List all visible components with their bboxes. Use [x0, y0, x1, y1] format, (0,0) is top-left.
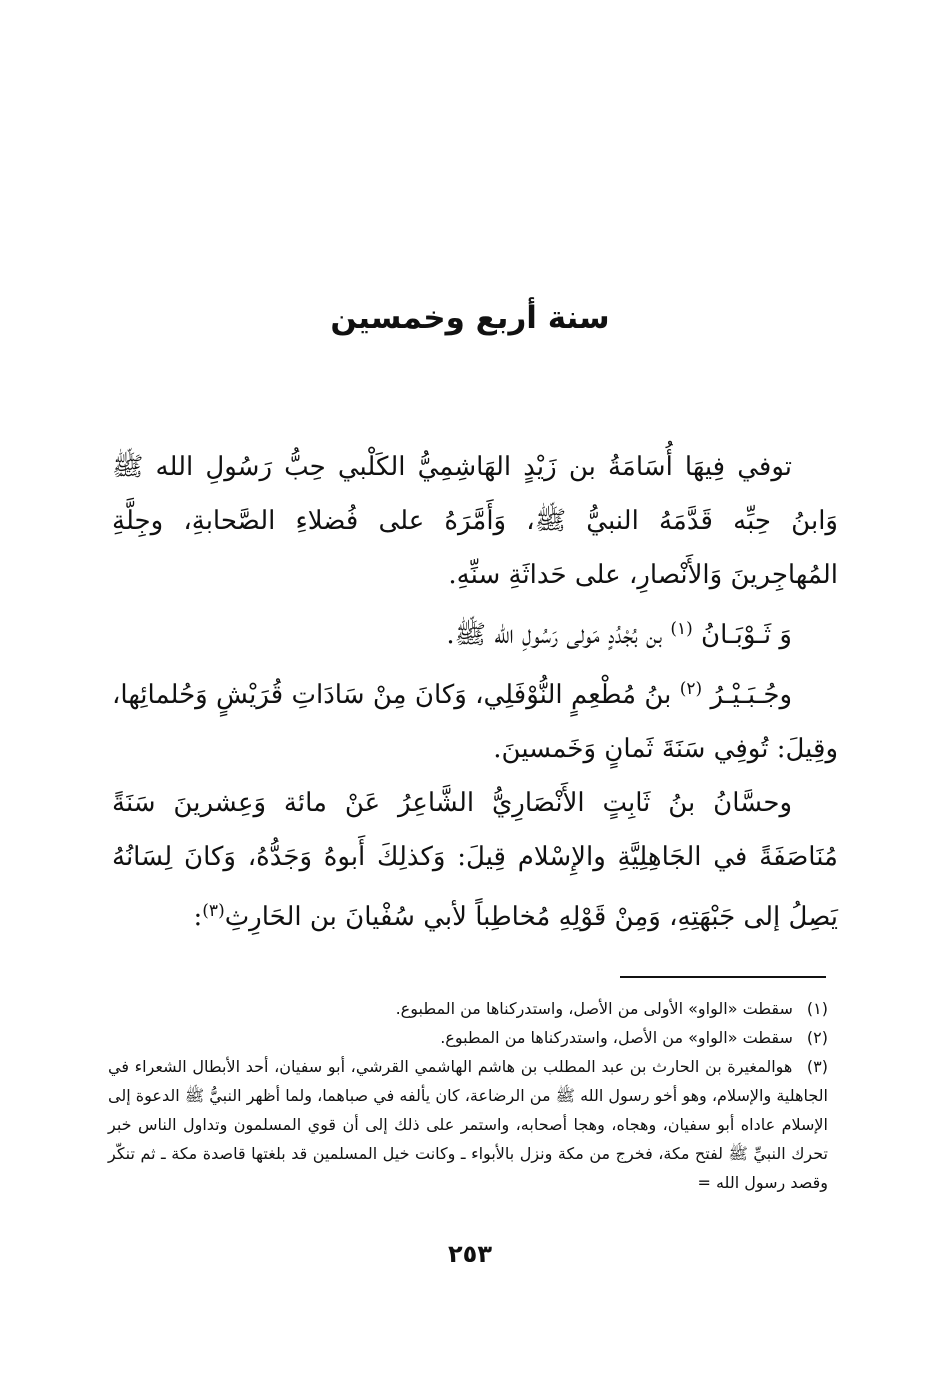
footnote-number: (٢): [806, 1028, 828, 1047]
paragraph-hassan: [112, 776, 838, 944]
paragraph-jubayr-text: بنُ مُطْعِمٍ النُّوْفَلِي، وَكانَ مِنْ سَادَاتِ قُرَيْشٍ وَحُلمائِها، وقِيلَ: تُوفِي سَنَةَ ثَمانٍ وَخَمسينَ.: [112, 680, 838, 764]
footnote-text: سقطت «الواو» من الأصل، واستدركناها من المطبوع.: [440, 1028, 793, 1047]
paragraph-hassan-end: :: [193, 902, 203, 932]
paragraph-thawban-text: بن بُجْدُدٍ مَولى رَسُولِ الله ﷺ.: [446, 620, 663, 650]
footnote-text: سقطت «الواو» الأولى من الأصل، واستدركناها من المطبوع.: [395, 999, 793, 1018]
footnote-3: [108, 1052, 828, 1197]
footnote-ref-1: (١): [670, 619, 693, 639]
footnote-separator: [620, 976, 826, 978]
footnotes: [108, 994, 828, 1197]
footnote-ref-2: (٢): [679, 679, 703, 699]
footnote-number: (١): [806, 999, 828, 1018]
paragraph-usama: توفي فِيهَا أُسَامَةُ بن زَيْدٍ الهَاشِمِيُّ الكَلْبي حِبُّ رَسُولِ الله ﷺ وَابنُ حِبِّه قَدَّمَهُ النبيُّ ﷺ، وَأَمَّرَهُ على فُضلاءِ الصَّحابةِ، وجِلَّةِ المُهاجِرينَ وَالأَنْصارِ، على حَداثَةِ سنِّهِ.: [112, 452, 838, 590]
page-number: ٢٥٣: [448, 1240, 492, 1268]
footnote-text: هوالمغيرة بن الحارث بن عبد المطلب بن هاشم الهاشمي القرشي، أبو سفيان، أحد الأبطال الشعراء في الجاهلية والإسلام، وهو أخو رسول الله ﷺ من الرضاعة، كان يألفه في صباهما، ولما أظهر النبيُّ ﷺ الدعوة إلى الإسلام عاداه أبو سفيان، وهجاه، وهجا أصحابه، واستمر على ذلك إلى أن قوي المسلمون وتداول الناس خبر تحرك النبيِّ ﷺ لفتح مكة، فخرج من مكة ونزل بالأبواء ـ وكانت خيل المسلمين قد بلغتها قاصدة مكة ـ ثم تنكّر وقصد رسول الله =: [108, 1057, 828, 1192]
paragraph-thawban: [112, 602, 838, 662]
footnote-1: [108, 994, 828, 1023]
chapter-title: سنة أربع وخمسين: [330, 300, 610, 336]
paragraph-jubayr-name: وجُـبَـيْـرُ: [710, 680, 793, 710]
paragraph-jubayr: [112, 662, 838, 776]
footnote-2: [108, 1023, 828, 1052]
footnote-number: (٣): [806, 1057, 828, 1076]
paragraph-thawban-name: وَ ثَـوْبَـانُ: [701, 620, 792, 650]
paragraph-hassan-text: وحسَّانُ بنُ ثَابِتٍ الأَنْصَارِيُّ الشَّاعِرُ عَنْ مائة وَعِشرينَ سَنَةً مُنَاصَفَةً في الجَاهِلِيَّةِ والإِسْلام قِيلَ: وَكذلِكَ أَبوهُ وَجَدُّهُ، وَكانَ لِسَانُهُ يَصِلُ إلى جَبْهَتِهِ، وَمِنْ قَوْلِهِ مُخاطِباً لأبي سُفْيانَ بن الحَارِثِ: [112, 788, 838, 932]
footnote-ref-3: (٣): [202, 901, 225, 921]
main-text: [112, 440, 838, 944]
